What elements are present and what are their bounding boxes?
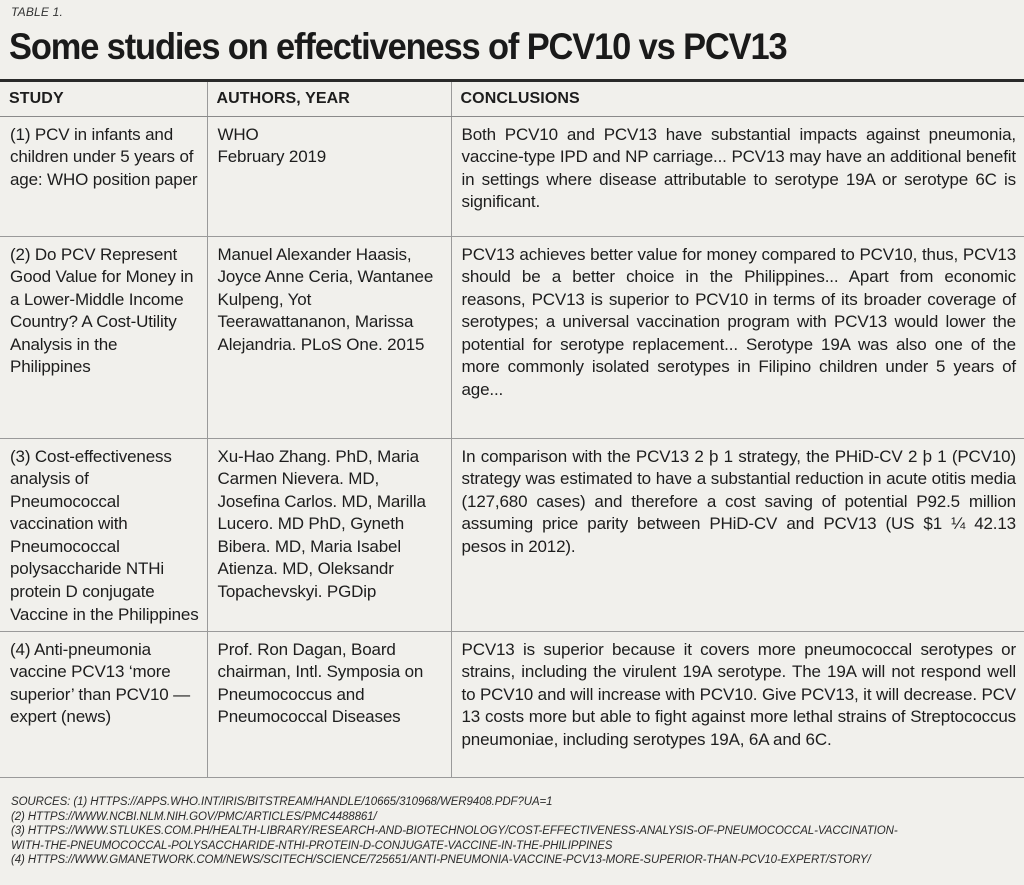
source-line: (3) HTTPS://WWW.STLUKES.COM.PH/HEALTH-LIBRARY/RESEARCH-AND-BIOTECHNOLOGY/COST-EFFECTIVENESS-ANALYSIS-OF-PNEUMOCOCCAL-VACCINATION- — [11, 825, 898, 838]
source-line: (2) HTTPS://WWW.NCBI.NLM.NIH.GOV/PMC/ARTICLES/PMC4488861/ — [11, 810, 377, 823]
study-cell: (4) Anti-pneumonia vaccine PCV13 ‘more superior’ than PCV10 —expert (news) — [0, 631, 207, 777]
authors-cell: Manuel Alexander Haasis, Joyce Anne Ceria, Wantanee Kulpeng, Yot Teerawattananon, Marissa Alejandria. PLoS One. 2015 — [207, 236, 451, 438]
authors-line: WHO — [217, 124, 259, 144]
table-label: TABLE 1. — [11, 5, 64, 19]
conclusion-cell: PCV13 is superior because it covers more pneumococcal serotypes or strains, including the virulent 19A serotype. The 19A will not respond well to PCV10 and will increase with PCV10. Give PCV13, it will decrease. PCV 13 costs more but able to fight against more lethal strains of Streptococcus pneumoniae, including serotypes 19A, 6A and 6C. — [451, 631, 1024, 777]
table-row — [0, 438, 1024, 631]
column-header-study: STUDY — [0, 82, 207, 116]
sources-footnote — [11, 795, 1016, 868]
conclusion-cell: In comparison with the PCV13 2 þ 1 strategy, the PHiD-CV 2 þ 1 (PCV10) strategy was estimated to have a substantial reduction in acute otitis media (127,680 cases) and therefore a cost saving of potential P92.5 million assuming price parity between PHiD-CV and PCV13 (US $1 ¼ 42.13 pesos in 2012). — [451, 438, 1024, 631]
source-line: SOURCES: (1) HTTPS://APPS.WHO.INT/IRIS/BITSTREAM/HANDLE/10665/310968/WER9408.PDF?UA=1 — [11, 796, 553, 808]
table-row — [0, 236, 1024, 438]
column-header-conclusions: CONCLUSIONS — [451, 82, 1024, 116]
table-row — [0, 631, 1024, 777]
column-header-authors: AUTHORS, YEAR — [207, 82, 451, 116]
table-row — [0, 116, 1024, 236]
authors-cell: Xu-Hao Zhang. PhD, Maria Carmen Nievera. MD, Josefina Carlos. MD, Marilla Lucero. MD PhD, Gyneth Bibera. MD, Maria Isabel Atienza. MD, Oleksandr Topachevskyi. PGDip — [207, 438, 451, 631]
study-cell: (3) Cost-effectiveness analysis of Pneumococcal vaccination with Pneumococcal polysaccharide NTHi protein D conjugate Vaccine in the Philippines — [0, 438, 207, 631]
authors-cell: Prof. Ron Dagan, Board chairman, Intl. Symposia on Pneumococcus and Pneumococcal Diseases — [207, 631, 451, 777]
source-line: (4) HTTPS://WWW.GMANETWORK.COM/NEWS/SCITECH/SCIENCE/725651/ANTI-PNEUMONIA-VACCINE-PCV13-MORE-SUPERIOR-THAN-PCV10-EXPERT/STORY/ — [11, 854, 871, 867]
conclusion-cell: PCV13 achieves better value for money compared to PCV10, thus, PCV13 should be a better choice in the Philippines... Apart from economic reasons, PCV13 is superior to PCV10 in terms of its broader coverage of serotypes; a universal vaccination program with PCV13 would lower the potential for serotype replacement... Serotype 19A was also one of the more commonly isolated serotypes in Filipino children under 5 years of age... — [451, 236, 1024, 438]
conclusion-cell: Both PCV10 and PCV13 have substantial impacts against pneumonia, vaccine-type IPD and NP carriage... PCV13 may have an additional benefit in settings where disease attributable to serotype 19A or serotype 6C is significant. — [451, 116, 1024, 236]
study-cell: (2) Do PCV Represent Good Value for Money in a Lower-Middle Income Country? A Cost-Utility Analysis in the Philippines — [0, 236, 207, 438]
studies-table — [0, 82, 1024, 778]
authors-cell — [207, 116, 451, 236]
authors-year: February 2019 — [217, 147, 327, 167]
source-line: WITH-THE-PNEUMOCOCCAL-POLYSACCHARIDE-NTHI-PROTEIN-D-CONJUGATE-VACCINE-IN-THE-PHILIPPINES — [11, 839, 613, 852]
page-title: Some studies on effectiveness of PCV10 vs PCV13 — [9, 26, 787, 67]
study-cell: (1) PCV in infants and children under 5 years of age: WHO position paper — [0, 116, 207, 236]
table-header-row — [0, 82, 1024, 116]
